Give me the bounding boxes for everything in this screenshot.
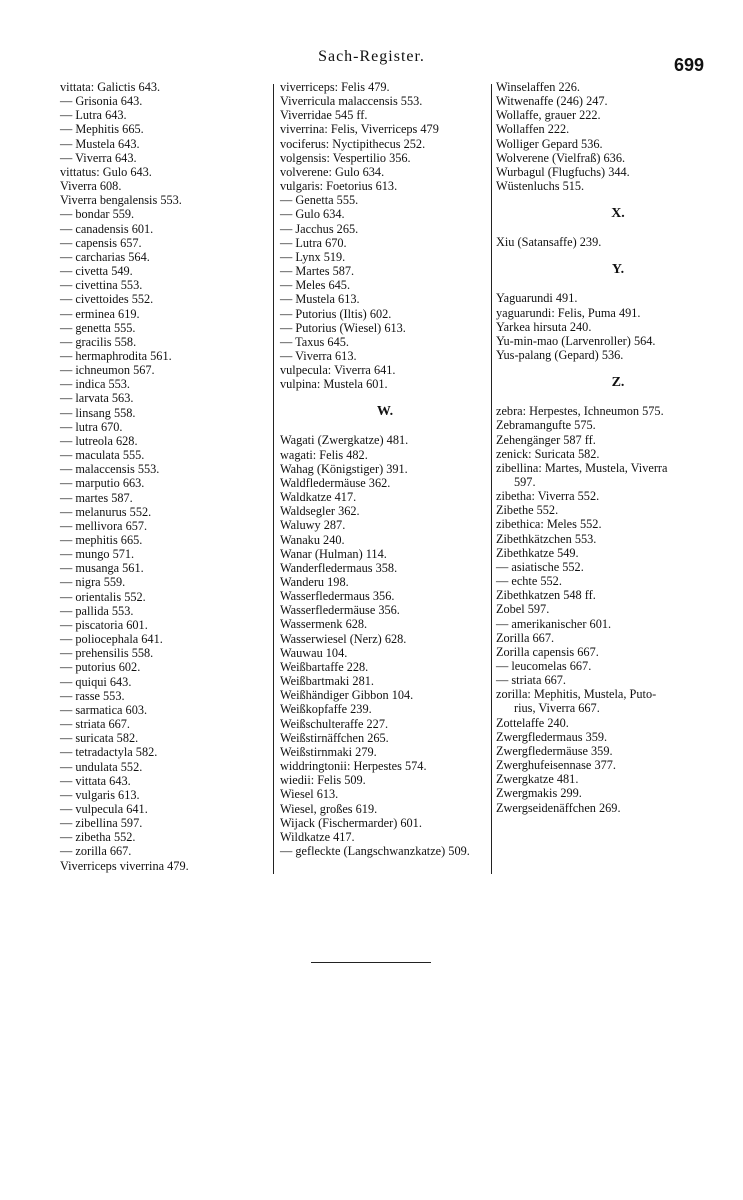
index-entry: Zwergmakis 299.: [496, 786, 582, 801]
index-entry: — echte 552.: [496, 574, 562, 589]
index-entry: — Lutra 670.: [280, 235, 347, 250]
page-title: Sach-Register.: [318, 48, 425, 65]
index-entry: — melanurus 552.: [60, 504, 152, 519]
index-entry: — Mustela 613.: [280, 292, 360, 307]
index-entry: — lutra 670.: [60, 419, 123, 434]
index-entry: vittatus: Gulo 643.: [60, 164, 152, 179]
index-entry: Witwenaffe (246) 247.: [496, 94, 608, 109]
index-entry: — quiqui 643.: [60, 674, 132, 689]
index-entry: — martes 587.: [60, 490, 133, 505]
index-entry: — rasse 553.: [60, 688, 125, 703]
index-entry: — gracilis 558.: [60, 334, 137, 349]
index-entry: Wassermenk 628.: [280, 617, 368, 632]
index-column-1: [60, 80, 272, 873]
index-entry: Waldsegler 362.: [280, 504, 360, 519]
index-entry: — Meles 645.: [280, 278, 351, 293]
index-entry: — Lutra 643.: [60, 108, 127, 123]
index-entry: — civetta 549.: [60, 264, 133, 279]
index-entry: — Grisonia 643.: [60, 94, 143, 109]
index-entry: — amerikanischer 601.: [496, 616, 612, 631]
index-entry: rius, Viverra 667.: [514, 701, 600, 716]
index-entry: Weißhändiger Gibbon 104.: [280, 688, 414, 703]
index-entry: — Martes 587.: [280, 264, 355, 279]
page-number: 699: [674, 55, 705, 75]
footer-rule: [311, 962, 431, 963]
index-entry: Wanderu 198.: [280, 575, 349, 589]
index-entry: — gefleckte (Langschwanzkatze) 509.: [280, 843, 470, 858]
index-entry: — indica 553.: [60, 377, 131, 392]
index-entry: 597.: [514, 474, 536, 489]
index-entry: Wanaku 240.: [280, 532, 345, 547]
index-entry: Wanar (Hulman) 114.: [280, 546, 387, 561]
index-entry: — poliocephala 641.: [60, 632, 163, 647]
index-entry: Zehengänger 587 ff.: [496, 432, 596, 447]
index-entry: Viverra bengalensis 553.: [60, 193, 182, 208]
index-entry: — canadensis 601.: [60, 221, 154, 236]
index-entry: — zibellina 597.: [60, 816, 143, 831]
section-letter-heading: Y.: [611, 262, 625, 278]
index-entry: — marputio 663.: [60, 476, 145, 491]
index-entry: — lutreola 628.: [60, 433, 138, 448]
index-entry: vociferus: Nyctipithecus 252.: [280, 136, 426, 151]
index-entry: Weißbartmaki 281.: [280, 674, 374, 689]
index-entry: Zwergseidenäffchen 269.: [496, 800, 621, 815]
index-entry: — pallida 553.: [60, 603, 134, 618]
index-entry: volverene: Gulo 634.: [280, 164, 385, 179]
index-entry: — undulata 552.: [60, 759, 143, 774]
index-entry: Weißstirnmaki 279.: [280, 744, 377, 759]
index-entry: — prehensilis 558.: [60, 646, 154, 661]
index-entry: Waluwy 287.: [280, 518, 346, 533]
index-entry: Wildkatze 417.: [280, 829, 355, 844]
index-entry: Wahag (Königstiger) 391.: [280, 461, 408, 476]
index-entry: — malaccensis 553.: [60, 462, 160, 477]
index-entry: — sarmatica 603.: [60, 702, 148, 717]
column-divider-2: [491, 84, 492, 874]
index-entry: zenick: Suricata 582.: [496, 446, 600, 461]
index-entry: — bondar 559.: [60, 207, 135, 222]
index-entry: vulgaris: Foetorius 613.: [280, 179, 398, 194]
index-entry: wagati: Felis 482.: [280, 447, 368, 462]
index-entry: Wollaffen 222.: [496, 122, 570, 137]
index-entry: — striata 667.: [60, 717, 131, 732]
section-letter-heading: W.: [376, 404, 394, 420]
index-entry: — ichneumon 567.: [60, 363, 155, 378]
index-entry: — Gulo 634.: [280, 207, 345, 222]
index-entry: Wolverene (Vielfraß) 636.: [496, 150, 626, 165]
index-entry: — Taxus 645.: [280, 334, 349, 349]
index-entry: — Putorius (Wiesel) 613.: [280, 320, 406, 335]
index-entry: Zorilla 667.: [496, 630, 555, 645]
section-letter-heading: X.: [611, 206, 625, 222]
index-column-3: [496, 80, 740, 815]
index-entry: zibethica: Meles 552.: [496, 517, 602, 532]
index-entry: Wolliger Gepard 536.: [496, 136, 603, 151]
index-entry: Zwergkatze 481.: [496, 772, 579, 787]
index-entry: — Lynx 519.: [280, 249, 346, 264]
index-entry: — hermaphrodita 561.: [60, 348, 172, 363]
index-entry: Wasserwiesel (Nerz) 628.: [280, 631, 407, 646]
index-entry: — nigra 559.: [60, 575, 126, 590]
index-entry: — vittata 643.: [60, 773, 131, 788]
index-entry: — mephitis 665.: [60, 533, 143, 547]
index-entry: — vulgaris 613.: [60, 787, 140, 802]
index-entry: — orientalis 552.: [60, 589, 146, 604]
index-entry: — linsang 558.: [60, 405, 136, 420]
index-entry: Wüstenluchs 515.: [496, 179, 585, 194]
index-entry: Zorilla capensis 667.: [496, 644, 599, 659]
index-entry: — larvata 563.: [60, 391, 134, 406]
index-entry: Zibethe 552.: [496, 503, 559, 518]
index-entry: Wagati (Zwergkatze) 481.: [280, 433, 409, 448]
index-entry: — civettoides 552.: [60, 292, 154, 307]
index-entry: Yus-palang (Gepard) 536.: [496, 348, 624, 363]
index-entry: Zwergfledermaus 359.: [496, 729, 608, 744]
index-entry: Wasserfledermäuse 356.: [280, 603, 400, 618]
index-entry: — capensis 657.: [60, 235, 142, 250]
index-entry: zibetha: Viverra 552.: [496, 489, 600, 504]
index-entry: Wasserfledermaus 356.: [280, 589, 395, 604]
index-entry: Zwergfledermäuse 359.: [496, 743, 613, 758]
index-entry: viverriceps: Felis 479.: [280, 80, 390, 94]
index-entry: Viverridae 545 ff.: [280, 108, 368, 123]
index-entry: — mellivora 657.: [60, 518, 148, 533]
index-entry: Weißbartaffe 228.: [280, 659, 369, 674]
index-entry: Zibethkatze 549.: [496, 545, 579, 560]
index-entry: — genetta 555.: [60, 320, 136, 335]
index-entry: Weißschulteraffe 227.: [280, 716, 389, 731]
index-entry: — Viverra 643.: [60, 150, 137, 165]
index-entry: Wiesel, großes 619.: [280, 801, 378, 816]
index-entry: Zobel 597.: [496, 602, 550, 617]
index-entry: Winselaffen 226.: [496, 80, 580, 94]
index-entry: viverrina: Felis, Viverriceps 479: [280, 122, 439, 137]
index-entry: zorilla: Mephitis, Mustela, Puto-: [496, 687, 657, 702]
index-entry: Viverra 608.: [60, 179, 122, 194]
index-entry: vulpecula: Viverra 641.: [280, 363, 396, 378]
index-entry: Zibethkatzen 548 ff.: [496, 588, 596, 603]
index-entry: — suricata 582.: [60, 731, 139, 746]
index-entry: vulpina: Mustela 601.: [280, 377, 388, 392]
index-entry: Wauwau 104.: [280, 645, 348, 660]
index-entry: — civettina 553.: [60, 278, 143, 293]
index-entry: — musanga 561.: [60, 561, 144, 576]
section-letter-heading: Z.: [611, 375, 625, 391]
index-entry: Wollaffe, grauer 222.: [496, 108, 601, 123]
index-entry: — erminea 619.: [60, 306, 140, 321]
index-entry: Zottelaffe 240.: [496, 715, 569, 730]
index-entry: Wijack (Fischermarder) 601.: [280, 815, 422, 830]
index-entry: — Viverra 613.: [280, 348, 357, 363]
index-entry: Viverriceps viverrina 479.: [60, 858, 189, 873]
column-divider-1: [273, 84, 274, 874]
index-entry: Xiu (Satansaffe) 239.: [496, 235, 602, 250]
index-entry: — tetradactyla 582.: [60, 745, 158, 760]
index-entry: — Jacchus 265.: [280, 221, 359, 236]
index-entry: Zibethkätzchen 553.: [496, 531, 597, 546]
index-entry: — piscatoria 601.: [60, 617, 148, 632]
index-entry: — vulpecula 641.: [60, 801, 148, 816]
index-entry: — putorius 602.: [60, 660, 141, 675]
index-entry: — asiatische 552.: [496, 559, 584, 574]
index-entry: — carcharias 564.: [60, 249, 150, 264]
index-entry: Wiesel 613.: [280, 787, 339, 802]
index-entry: Zwerghufeisennase 377.: [496, 758, 616, 773]
index-entry: Wurbagul (Flugfuchs) 344.: [496, 164, 630, 179]
index-entry: — zorilla 667.: [60, 844, 132, 859]
index-entry: — mungo 571.: [60, 547, 135, 562]
index-entry: — striata 667.: [496, 673, 567, 688]
index-entry: zebra: Herpestes, Ichneumon 575.: [496, 404, 664, 419]
index-entry: — Mustela 643.: [60, 136, 140, 151]
index-entry: — maculata 555.: [60, 448, 145, 463]
index-entry: Yu-min-mao (Larvenroller) 564.: [496, 333, 656, 348]
index-entry: Weißstirnäffchen 265.: [280, 730, 389, 745]
index-entry: Viverricula malaccensis 553.: [280, 94, 423, 109]
index-entry: Yaguarundi 491.: [496, 291, 578, 306]
index-entry: — leucomelas 667.: [496, 659, 592, 673]
index-entry: — Mephitis 665.: [60, 122, 144, 137]
index-entry: yaguarundi: Felis, Puma 491.: [496, 305, 641, 320]
index-entry: — zibetha 552.: [60, 830, 136, 845]
index-entry: zibellina: Martes, Mustela, Viverra: [496, 460, 668, 475]
index-entry: Zebramangufte 575.: [496, 418, 596, 433]
index-entry: Waldfledermäuse 362.: [280, 475, 391, 490]
index-entry: Weißkopfaffe 239.: [280, 702, 372, 717]
index-entry: wiedii: Felis 509.: [280, 773, 366, 788]
index-entry: volgensis: Vespertilio 356.: [280, 150, 411, 165]
index-entry: widdringtonii: Herpestes 574.: [280, 759, 427, 774]
index-entry: — Genetta 555.: [280, 193, 359, 208]
index-column-2: [280, 80, 490, 858]
index-entry: — Putorius (Iltis) 602.: [280, 306, 392, 321]
index-entry: Yarkea hirsuta 240.: [496, 319, 592, 334]
index-entry: vittata: Galictis 643.: [60, 80, 161, 94]
index-entry: Waldkatze 417.: [280, 490, 357, 505]
index-entry: Wanderfledermaus 358.: [280, 560, 398, 575]
